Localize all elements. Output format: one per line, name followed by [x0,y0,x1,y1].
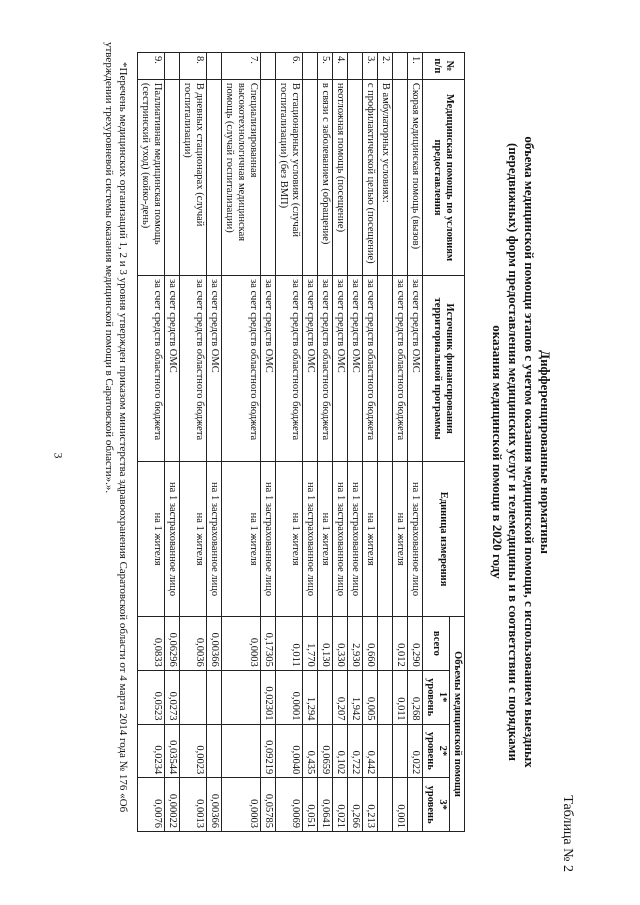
cell-level2 [378,724,393,778]
cell-num: 6. [276,53,303,80]
table-body [138,53,423,832]
cell-source: за счет средств областного бюджета [138,276,165,462]
cell-level2: 0,09219 [261,724,276,778]
cell-source: за счет средств областного бюджета [222,276,261,462]
cell-unit: на 1 застрахованное лицо [348,462,363,617]
table-row [138,53,165,832]
cell-care [261,79,276,275]
cell-level3: 0,021 [333,778,348,832]
cell-level1: 0,0001 [276,670,303,724]
cell-num: 7. [222,53,261,80]
cell-level2 [393,724,408,778]
cell-total: 0,290 [408,617,423,671]
cell-num: 3. [363,53,378,80]
cell-source: за счет средств ОМС [408,276,423,462]
cell-care [348,79,363,275]
header-level2: 2* уровень [423,724,450,778]
rotated-page-content [45,12,575,892]
cell-care: Специализированная высокотехнологичная медицинская помощь (случай госпитализации) [222,79,261,275]
cell-unit: на 1 жителя [393,462,408,617]
cell-level2: 0,03544 [165,724,180,778]
cell-care [303,79,318,275]
cell-level3: 0,0076 [138,778,165,832]
cell-level2: 0,0659 [318,724,333,778]
cell-level3: 0,051 [303,778,318,832]
cell-level3 [408,778,423,832]
cell-total: 1,770 [303,617,318,671]
cell-level1 [378,670,393,724]
cell-level2: 0,102 [333,724,348,778]
title-line: (передвижных) форм предоставления медицинских услуг и телемедицины и в соответствии с порядками [506,142,521,762]
cell-level3 [378,778,393,832]
cell-level1: 0,268 [408,670,423,724]
cell-num: 4. [333,53,348,80]
cell-num: 1. [408,53,423,80]
table-row [222,53,261,832]
cell-num [261,53,276,80]
cell-source: за счет средств ОМС [333,276,348,462]
cell-total [378,617,393,671]
table-row [261,53,276,832]
cell-unit: на 1 жителя [318,462,333,617]
header-total: всего [423,617,450,671]
header-unit: Единица измерения [423,462,465,617]
cell-level3: 0,00366 [207,778,222,832]
cell-care: Скорая медицинская помощь (вызов) [408,79,423,275]
cell-source: за счет средств областного бюджета [318,276,333,462]
cell-care: неотложная помощь (посещение) [333,79,348,275]
cell-unit: на 1 жителя [363,462,378,617]
cell-level3: 0,0641 [318,778,333,832]
table-row [165,53,180,832]
title-line: оказания медицинской помощи в 2020 году [490,325,505,579]
footnote: *Перечень медицинских организаций 1, 2 и 3 уровня утвержден приказом министерства здравоохранения Саратовской области от 4 марта 2014 года № 176 «Об утверждении трехуровневой системы оказания медицинской помощи в Саратовской области».». [103,42,129,813]
cell-level2 [207,724,222,778]
title-line: Дифференцированные нормативы [538,350,553,554]
header-level1: 1* уровень [423,670,450,724]
cell-level2: 0,0040 [276,724,303,778]
table-row [408,53,423,832]
cell-unit: на 1 застрахованное лицо [408,462,423,617]
cell-source: за счет средств областного бюджета [276,276,303,462]
cell-level1: 1,942 [348,670,363,724]
cell-total: 2,930 [348,617,363,671]
header-volumes: Объемы медицинской помощи [450,617,465,832]
cell-total: 0,130 [318,617,333,671]
table-row [318,53,333,832]
cell-level3: 0,213 [363,778,378,832]
cell-level3: 0,05785 [261,778,276,832]
cell-level3: 0,0003 [222,778,261,832]
cell-total: 0,0833 [138,617,165,671]
table-row [180,53,207,832]
cell-source: за счет средств областного бюджета [363,276,378,462]
cell-num [165,53,180,80]
cell-num: 9. [138,53,165,80]
cell-level2 [222,724,261,778]
page-number: 3 [51,452,66,459]
cell-care: с профилактической целью (посещение) [363,79,378,275]
cell-unit: на 1 жителя [222,462,261,617]
cell-num [348,53,363,80]
table-row [276,53,303,832]
cell-care: В амбулаторных условиях: [378,79,393,275]
cell-source: за счет средств ОМС [165,276,180,462]
cell-level1: 0,02301 [261,670,276,724]
cell-unit [378,462,393,617]
cell-care [207,79,222,275]
cell-unit: на 1 застрахованное лицо [333,462,348,617]
cell-care [165,79,180,275]
cell-unit: на 1 жителя [138,462,165,617]
cell-num [207,53,222,80]
table-row [303,53,318,832]
cell-num [303,53,318,80]
cell-total: 0,17305 [261,617,276,671]
cell-level2: 0,0234 [138,724,165,778]
cell-level2: 0,022 [408,724,423,778]
cell-care: в связи с заболеванием (обращение) [318,79,333,275]
header-source: Источник финансирования территориальной программы [423,276,465,462]
cell-level1: 0,0273 [165,670,180,724]
cell-total: 0,012 [393,617,408,671]
cell-level1 [222,670,261,724]
cell-num: 8. [180,53,207,80]
cell-source: за счет средств ОМС [207,276,222,462]
cell-level3: 0,001 [393,778,408,832]
cell-level2: 0,722 [348,724,363,778]
cell-care: В стационарных условиях (случай госпитализации) (без ВМП) [276,79,303,275]
table-row [393,53,408,832]
cell-unit: на 1 застрахованное лицо [165,462,180,617]
cell-care: В дневных стационарах (случай госпитализации) [180,79,207,275]
title-line: объема медицинской помощи этапов с учетом оказания медицинской помощи, с использованием выездных [522,136,537,768]
cell-num: 5. [318,53,333,80]
cell-level1 [180,670,207,724]
cell-unit: на 1 жителя [276,462,303,617]
cell-num: 2. [378,53,393,80]
cell-total: 0,00366 [207,617,222,671]
cell-care: Паллиативная медицинская помощь (сестринский уход) (койко-день) [138,79,165,275]
cell-level3: 0,00022 [165,778,180,832]
cell-total: 0,011 [276,617,303,671]
cell-unit: на 1 застрахованное лицо [261,462,276,617]
cell-level3: 0,0069 [276,778,303,832]
table-row [348,53,363,832]
cell-level1: 0,0523 [138,670,165,724]
cell-unit: на 1 жителя [180,462,207,617]
cell-level1: 0,005 [363,670,378,724]
cell-level2: 0,0023 [180,724,207,778]
table-row [207,53,222,832]
cell-level1: 0,207 [333,670,348,724]
cell-level1: 1,294 [303,670,318,724]
document-title [489,12,553,892]
header-level3: 3* уровень [423,778,450,832]
table-row [378,53,393,832]
cell-num [393,53,408,80]
header-care: Медицинская помощь по условиям предоставления [423,79,465,275]
cell-source: за счет средств областного бюджета [393,276,408,462]
cell-level2: 0,435 [303,724,318,778]
table-row [363,53,378,832]
cell-level3: 0,266 [348,778,363,832]
cell-unit: на 1 застрахованное лицо [207,462,222,617]
cell-total: 0,06296 [165,617,180,671]
table-row [333,53,348,832]
cell-level1: 0,011 [393,670,408,724]
cell-source: за счет средств ОМС [261,276,276,462]
cell-level1 [318,670,333,724]
cell-source: за счет средств ОМС [303,276,318,462]
cell-total: 0,0036 [180,617,207,671]
cell-level3: 0,0013 [180,778,207,832]
cell-level1 [207,670,222,724]
table-label: Таблица № 2 [560,795,575,872]
cell-care [393,79,408,275]
norms-table [137,52,465,832]
cell-source [378,276,393,462]
cell-level2: 0,442 [363,724,378,778]
cell-total: 0,330 [333,617,348,671]
cell-total: 0,0003 [222,617,261,671]
cell-total: 0,660 [363,617,378,671]
cell-source: за счет средств ОМС [348,276,363,462]
header-num: № п/п [423,53,465,80]
cell-unit: на 1 застрахованное лицо [303,462,318,617]
cell-source: за счет средств областного бюджета [180,276,207,462]
